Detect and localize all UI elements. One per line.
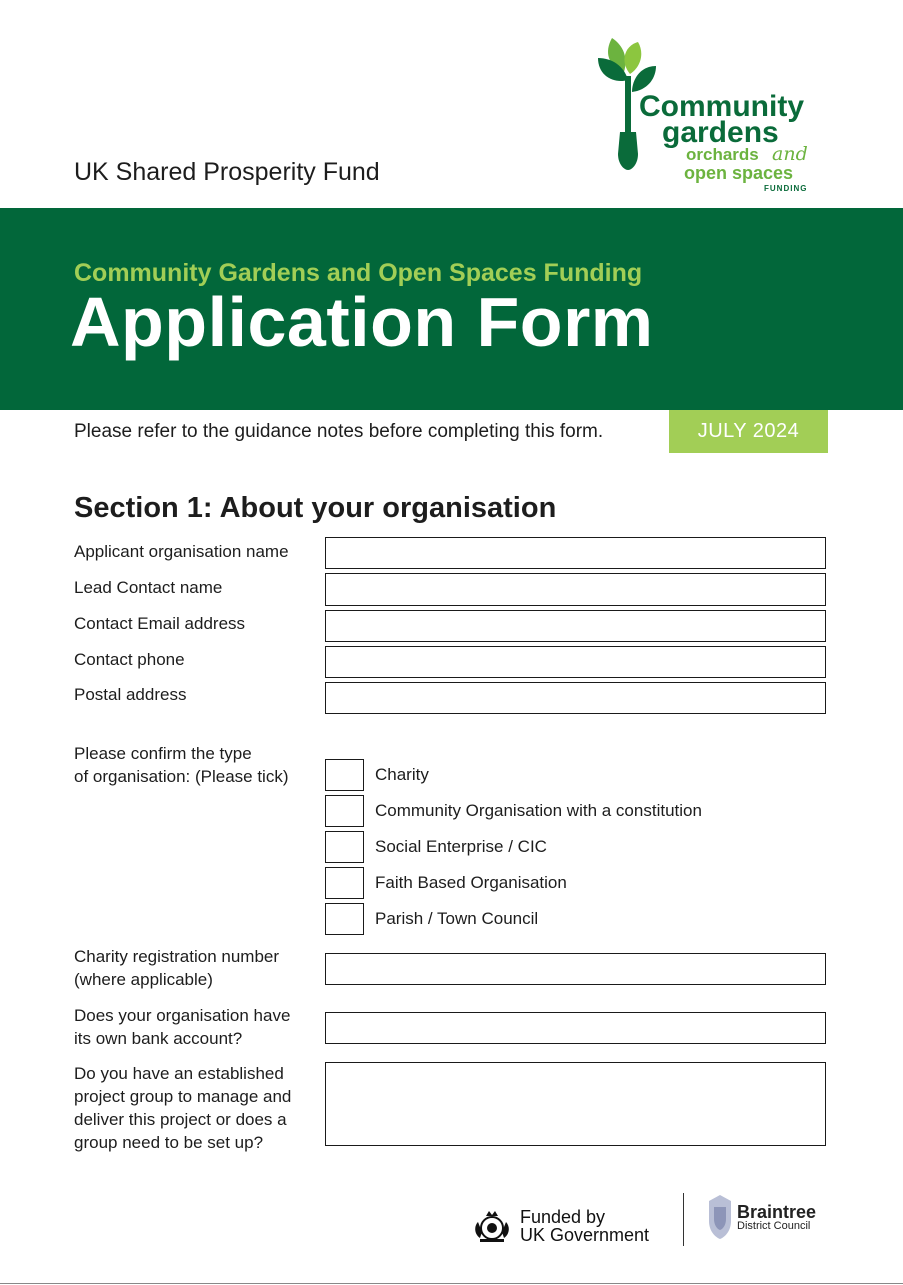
faith-org-label: Faith Based Organisation: [375, 873, 567, 892]
org-type-option-charity[interactable]: [325, 759, 429, 791]
lead-contact-input[interactable]: [325, 573, 826, 606]
org-type-option-social-enterprise[interactable]: [325, 831, 547, 863]
fund-name: UK Shared Prosperity Fund: [74, 158, 380, 186]
footer-divider: [683, 1193, 684, 1246]
bank-label-line2: its own bank account?: [74, 1029, 243, 1048]
community-gardens-logo: [594, 36, 834, 196]
org-type-label-line2: of organisation: (Please tick): [74, 767, 289, 786]
council-crest-icon: [705, 1193, 735, 1245]
form-subtitle: Community Gardens and Open Spaces Funding: [74, 259, 643, 287]
page-title: Application Form: [70, 283, 654, 361]
logo-line5: FUNDING: [764, 184, 808, 193]
phone-input[interactable]: [325, 646, 826, 678]
org-type-label-line1: Please confirm the type: [74, 744, 252, 763]
gov-line1: Funded by: [520, 1207, 606, 1227]
bank-label-line1: Does your organisation have: [74, 1006, 291, 1025]
postal-address-input[interactable]: [325, 682, 826, 714]
bank-account-label: [74, 1004, 319, 1050]
project-group-line2: project group to manage and: [74, 1087, 292, 1106]
logo-line1: Community: [639, 90, 804, 123]
field-label-org-name: Applicant organisation name: [74, 542, 289, 561]
funded-by-uk-gov: [472, 1208, 649, 1244]
bottom-rule: [0, 1283, 903, 1284]
org-type-option-community[interactable]: [325, 795, 702, 827]
org-name-input[interactable]: [325, 537, 826, 569]
charity-label: Charity: [375, 765, 429, 784]
logo-line3: orchards: [686, 145, 759, 164]
logo-line4: open spaces: [684, 163, 794, 183]
royal-crest-icon: [472, 1208, 512, 1244]
council-line2: District Council: [737, 1220, 811, 1232]
email-input[interactable]: [325, 610, 826, 642]
date-badge: JULY 2024: [669, 410, 828, 453]
community-org-checkbox[interactable]: [325, 795, 364, 827]
parish-council-label: Parish / Town Council: [375, 909, 539, 928]
logo-line2: gardens: [662, 116, 779, 149]
guidance-note: Please refer to the guidance notes before completing this form.: [74, 421, 604, 442]
org-type-option-faith[interactable]: [325, 867, 567, 899]
project-group-line3: deliver this project or does a: [74, 1110, 287, 1129]
field-label-lead-contact: Lead Contact name: [74, 578, 223, 597]
social-enterprise-label: Social Enterprise / CIC: [375, 837, 547, 856]
org-type-option-parish[interactable]: [325, 903, 538, 935]
field-label-email: Contact Email address: [74, 614, 246, 633]
gov-line2: UK Government: [520, 1225, 650, 1245]
faith-org-checkbox[interactable]: [325, 867, 364, 899]
field-label-phone: Contact phone: [74, 650, 185, 669]
org-type-label: [74, 742, 319, 788]
project-group-line4: group need to be set up?: [74, 1133, 264, 1152]
project-group-textarea[interactable]: [325, 1062, 826, 1146]
charity-reg-label-line1: Charity registration number: [74, 947, 280, 966]
logo-line3b: and: [772, 143, 808, 165]
council-line1: Braintree: [737, 1202, 817, 1222]
charity-reg-label: [74, 945, 319, 991]
project-group-line1: Do you have an established: [74, 1064, 284, 1083]
community-org-label: Community Organisation with a constitution: [375, 801, 702, 820]
charity-reg-label-line2: (where applicable): [74, 970, 213, 989]
field-label-postal: Postal address: [74, 685, 187, 704]
parish-council-checkbox[interactable]: [325, 903, 364, 935]
bank-account-input[interactable]: [325, 1012, 826, 1044]
charity-reg-input[interactable]: [325, 953, 826, 985]
charity-checkbox[interactable]: [325, 759, 364, 791]
braintree-council-logo: [705, 1193, 816, 1245]
social-enterprise-checkbox[interactable]: [325, 831, 364, 863]
section-title: Section 1: About your organisation: [74, 492, 557, 524]
project-group-label: [74, 1062, 319, 1154]
